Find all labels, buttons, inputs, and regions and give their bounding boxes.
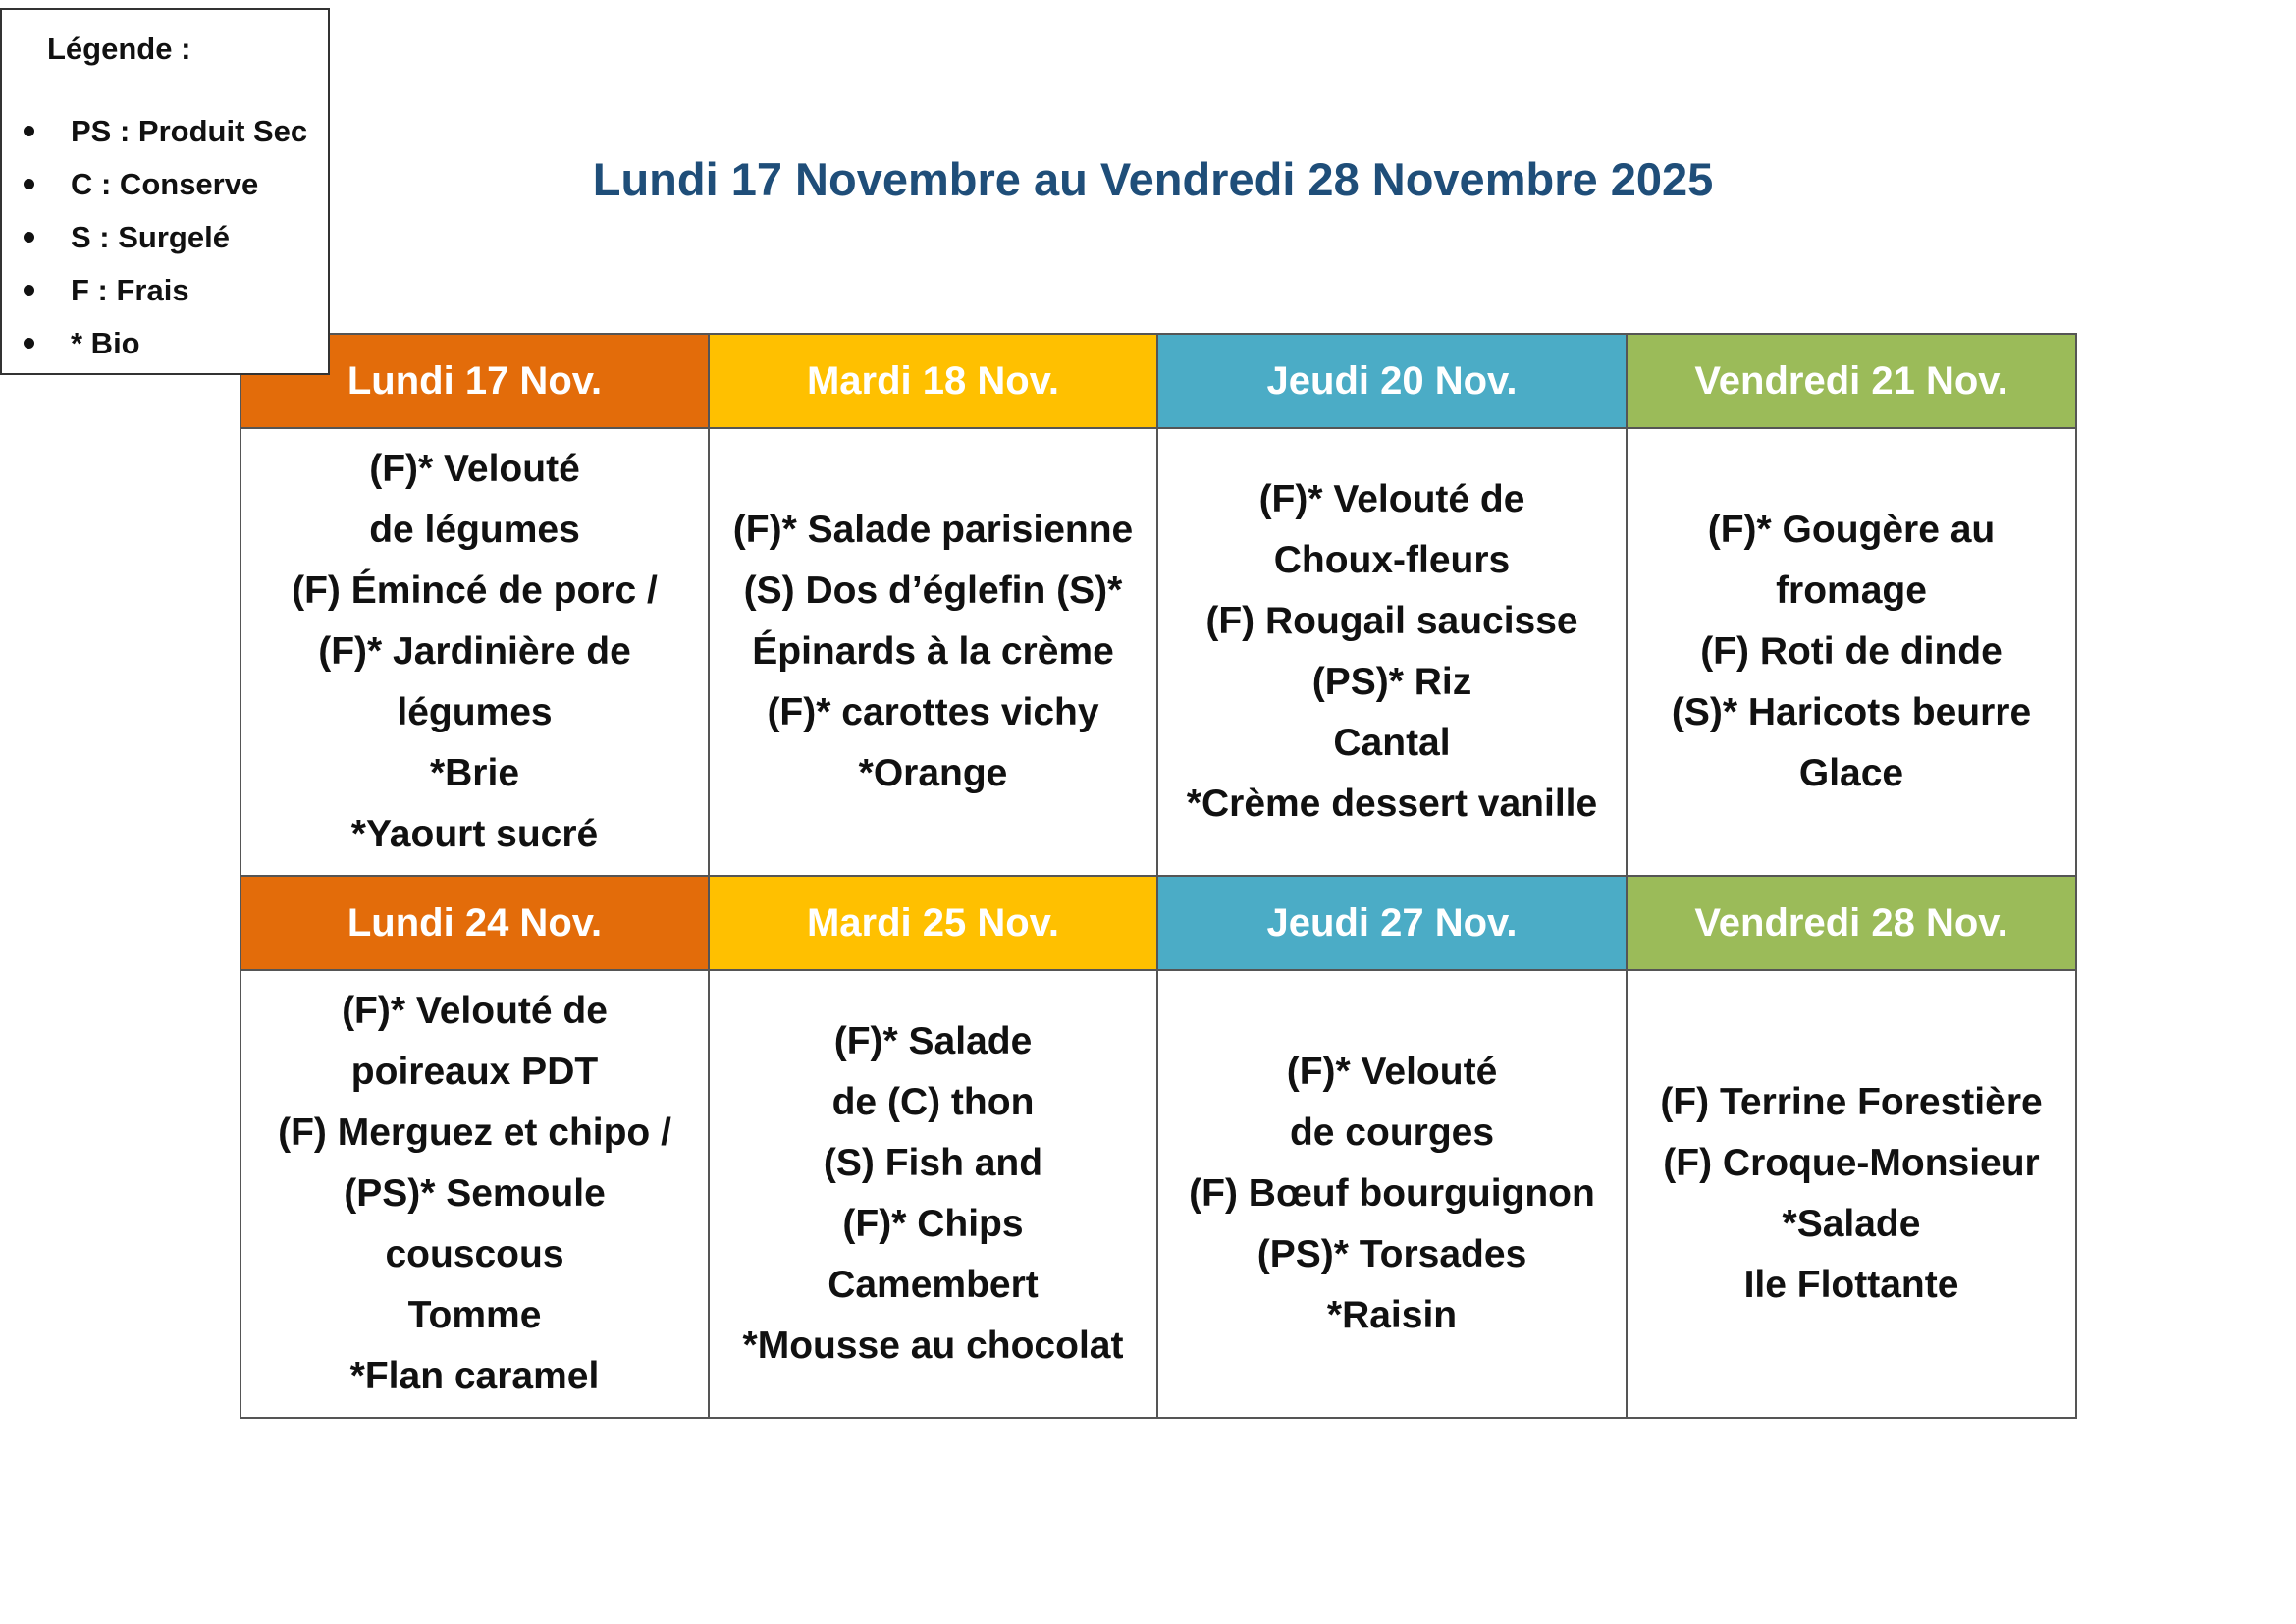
legend-item-label: C : Conserve — [71, 167, 259, 201]
menu-line: (F)* Salade parisienne — [732, 509, 1134, 551]
menu-line: *Crème dessert vanille — [1186, 783, 1598, 825]
day-header-mardi: Mardi 18 Nov. — [709, 334, 1157, 428]
menu-line: (F)* Velouté — [1286, 1051, 1498, 1093]
bullet-icon — [24, 179, 34, 189]
menu-line: (PS)* Riz — [1311, 661, 1472, 703]
menu-line: légumes — [397, 691, 553, 733]
menu-line: (F)* Velouté de — [342, 990, 608, 1032]
menu-line: (S) Fish and — [823, 1142, 1043, 1184]
menu-line: (F)* carottes vichy — [767, 691, 1099, 733]
menu-line: (F)* Velouté de — [1258, 478, 1525, 520]
menu-line: *Salade — [1782, 1203, 1921, 1245]
menu-line: (F) Merguez et chipo / — [278, 1111, 671, 1154]
menu-line: (F) Rougail saucisse — [1205, 600, 1578, 642]
menu-line: de courges — [1289, 1111, 1495, 1154]
menu-cell — [709, 428, 1157, 876]
bullet-icon — [24, 232, 34, 243]
day-header-jeudi: Jeudi 20 Nov. — [1157, 334, 1627, 428]
day-header-lundi: Lundi 24 Nov. — [240, 876, 709, 970]
bullet-icon — [24, 338, 34, 349]
menu-line: Camembert — [828, 1264, 1039, 1306]
menu-line: *Orange — [858, 752, 1008, 794]
menu-cell — [240, 428, 709, 876]
menu-line: (F)* Salade — [833, 1020, 1033, 1062]
menu-line: *Flan caramel — [349, 1355, 600, 1397]
menu-line: *Mousse au chocolat — [742, 1325, 1124, 1367]
menu-line: (F) Émincé de porc / — [292, 569, 658, 612]
menu-cell — [1157, 970, 1627, 1418]
menu-cell — [1627, 970, 2076, 1418]
menu-row-week-1 — [240, 428, 2076, 876]
menu-line: Ile Flottante — [1743, 1264, 1959, 1306]
menu-line: couscous — [385, 1233, 564, 1275]
legend-box — [0, 8, 330, 375]
menu-line: (F) Roti de dinde — [1700, 630, 2002, 673]
menu-line: *Brie — [429, 752, 520, 794]
menu-line: (PS)* Semoule — [344, 1172, 606, 1215]
menu-line: (F) Terrine Forestière — [1660, 1081, 2043, 1123]
menu-line: (F) Bœuf bourguignon — [1189, 1172, 1595, 1215]
menu-line: *Raisin — [1326, 1294, 1458, 1336]
legend-item — [2, 271, 307, 324]
menu-line: de (C) thon — [831, 1081, 1035, 1123]
menu-cell — [1157, 428, 1627, 876]
menu-line: (F)* Chips — [842, 1203, 1024, 1245]
header-row-week-2 — [240, 876, 2076, 970]
bullet-icon — [24, 126, 34, 136]
menu-cell — [240, 970, 709, 1418]
menu-cell — [1627, 428, 2076, 876]
legend-list — [2, 112, 307, 377]
legend-item-label: PS : Produit Sec — [71, 114, 308, 148]
menu-line: (F) Croque-Monsieur — [1663, 1142, 2040, 1184]
menu-line: Tomme — [407, 1294, 542, 1336]
day-header-jeudi: Jeudi 27 Nov. — [1157, 876, 1627, 970]
day-header-mardi: Mardi 25 Nov. — [709, 876, 1157, 970]
menu-row-week-2 — [240, 970, 2076, 1418]
day-header-vendredi: Vendredi 21 Nov. — [1627, 334, 2076, 428]
menu-line: Épinards à la crème — [752, 630, 1114, 673]
menu-line: *Yaourt sucré — [350, 813, 599, 855]
day-header-vendredi: Vendredi 28 Nov. — [1627, 876, 2076, 970]
menu-line: de légumes — [369, 509, 580, 551]
menu-line: poireaux PDT — [350, 1051, 599, 1093]
legend-item-label: * Bio — [71, 326, 140, 360]
legend-item — [2, 218, 307, 271]
menu-line: Glace — [1798, 752, 1904, 794]
legend-item — [2, 112, 307, 165]
legend-item-label: F : Frais — [71, 273, 189, 307]
page-title: Lundi 17 Novembre au Vendredi 28 Novembre 2025 — [592, 153, 1714, 205]
menu-line: (F)* Jardinière de — [318, 630, 631, 673]
menu-line: (S)* Haricots beurre — [1671, 691, 2032, 733]
bullet-icon — [24, 285, 34, 296]
menu-line: (F)* Velouté — [369, 448, 580, 490]
menu-line: fromage — [1776, 569, 1927, 612]
menu-cell — [709, 970, 1157, 1418]
menu-table — [240, 333, 2077, 1419]
menu-line: Cantal — [1333, 722, 1451, 764]
header-row-week-1 — [240, 334, 2076, 428]
legend-item — [2, 165, 307, 218]
menu-line: (F)* Gougère au — [1707, 509, 1996, 551]
legend-item — [2, 324, 307, 377]
menu-line: (PS)* Torsades — [1256, 1233, 1527, 1275]
menu-line: (S) Dos d’églefin (S)* — [743, 569, 1123, 612]
legend-item-label: S : Surgelé — [71, 220, 230, 254]
legend-title: Légende : — [47, 31, 191, 66]
day-header-lundi: Lundi 17 Nov. — [240, 334, 709, 428]
menu-line: Choux-fleurs — [1273, 539, 1511, 581]
